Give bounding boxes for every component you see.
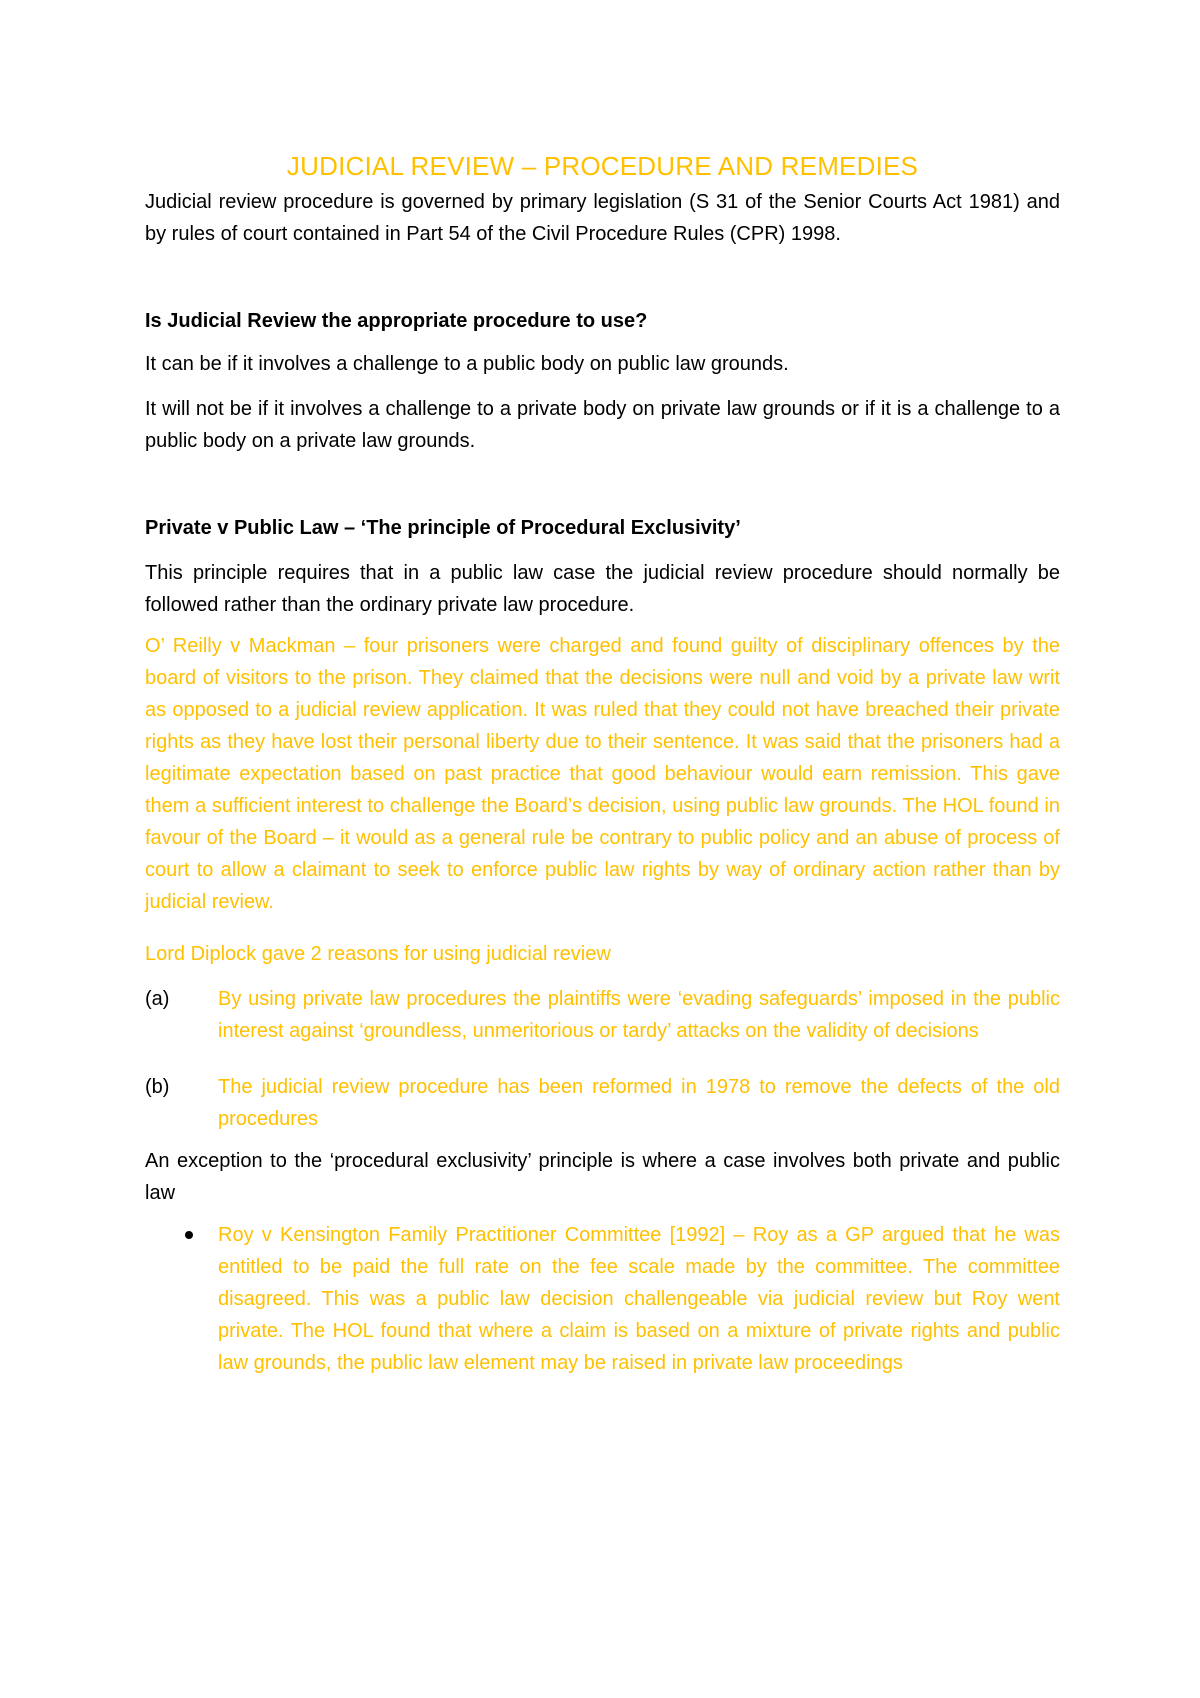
reason-text: The judicial review procedure has been reformed in 1978 to remove the defects of the old procedures [218, 1076, 1060, 1130]
bullet-text: Roy v Kensington Family Practitioner Committee [1992] – Roy as a GP argued that he was entitled to be paid the full rate on the fee scale made by the committee. The committee disagreed. This was a public law decision challengeable via judicial review but Roy went private. The HOL found that where a claim is based on a mixture of private rights and public law grounds, the public law element may be raised in private law proceedings [218, 1224, 1060, 1374]
paragraph-principle: This principle requires that in a public law case the judicial review procedure should normally be followed rather than the ordinary private law procedure. [145, 562, 1060, 616]
reason-marker: (b) [145, 1076, 170, 1098]
intro-paragraph: Judicial review procedure is governed by primary legislation (S 31 of the Senior Courts Act 1981) and by rules of court contained in Part 54 of the Civil Procedure Rules (CPR) 1998. [145, 191, 1060, 245]
reason-marker: (a) [145, 988, 170, 1010]
paragraph-public-body: It can be if it involves a challenge to a public body on public law grounds. [145, 353, 789, 375]
document-title: JUDICIAL REVIEW – PROCEDURE AND REMEDIES [286, 151, 919, 181]
document-page [145, 0, 1060, 1698]
paragraph-private-body: It will not be if it involves a challenge to a private body on private law grounds or if it is a challenge to a public body on a private law grounds. [145, 398, 1060, 452]
bullet-dot-icon [185, 1231, 193, 1239]
section-heading-procedural-exclusivity: Private v Public Law – ‘The principle of Procedural Exclusivity’ [145, 517, 741, 539]
section-heading-appropriate-procedure: Is Judicial Review the appropriate procedure to use? [145, 310, 648, 332]
diplock-reasons-intro: Lord Diplock gave 2 reasons for using judicial review [145, 943, 611, 965]
case-oreilly-v-mackman: O’ Reilly v Mackman – four prisoners were charged and found guilty of disciplinary offences by the board of visitors to the prison. They claimed that the decisions were null and void by a private law writ as opposed to a judicial review application. It was ruled that they could not have breached their private rights as they have lost their personal liberty due to their sentence. It was said that the prisoners had a legitimate expectation based on past practice that good behaviour would earn remission. This gave them a sufficient interest to challenge the Board’s decision, using public law grounds. The HOL found in favour of the Board – it would as a general rule be contrary to public policy and an abuse of process of court to allow a claimant to seek to enforce public law rights by way of ordinary action rather than by judicial review. [145, 635, 1060, 913]
paragraph-exception: An exception to the ‘procedural exclusivity’ principle is where a case involves both private and public law [145, 1150, 1060, 1204]
reason-text: By using private law procedures the plaintiffs were ‘evading safeguards’ imposed in the public interest against ‘groundless, unmeritorious or tardy’ attacks on the validity of decisions [218, 988, 1060, 1042]
